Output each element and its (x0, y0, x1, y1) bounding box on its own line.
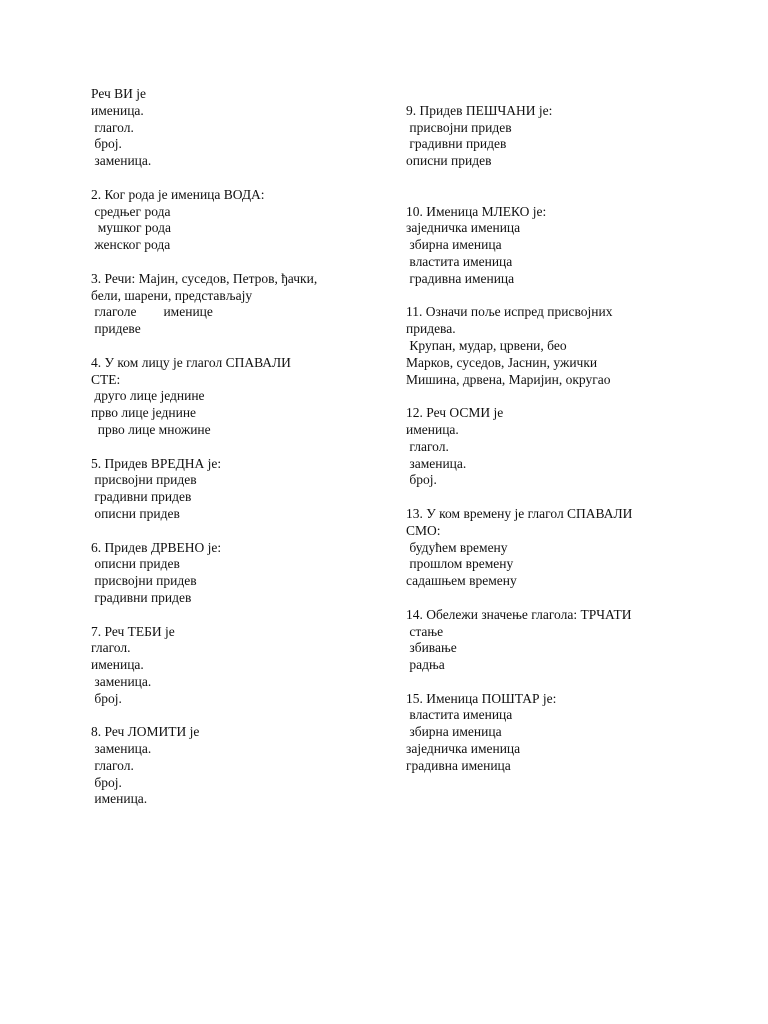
question-12-option-2[interactable]: глагол. (406, 438, 449, 454)
question-13-option-1[interactable]: будућем времену (406, 539, 508, 555)
question-8-text: 8. Реч ЛОМИТИ је (91, 724, 200, 740)
question-14-text: 14. Обележи значење глагола: ТРЧАТИ (406, 606, 632, 622)
question-10 (406, 204, 696, 288)
question-7-text: 7. Реч ТЕБИ је (91, 623, 175, 639)
question-13-option-3[interactable]: садашњем времену (406, 573, 517, 589)
question-8-option-4[interactable]: именица. (91, 791, 148, 807)
question-9 (406, 86, 696, 187)
question-7-option-3[interactable]: заменица. (91, 673, 152, 689)
question-4-text-line-2: СТЕ: (91, 371, 121, 387)
question-9-option-1[interactable]: присвојни придев (406, 119, 512, 135)
question-13 (406, 506, 696, 590)
question-9-option-3[interactable]: описни придев (406, 153, 492, 169)
question-2-option-1[interactable]: средњег рода (91, 203, 171, 219)
question-11-text-line-1: 11. Означи поље испред присвојних (406, 304, 613, 320)
question-12-text: 12. Реч ОСМИ је (406, 405, 504, 421)
question-15-option-1[interactable]: властита именица (406, 707, 513, 723)
question-5-option-1[interactable]: присвојни придев (91, 472, 197, 488)
question-5-option-3[interactable]: описни придев (91, 505, 180, 521)
question-4 (91, 355, 391, 439)
question-15-option-3[interactable]: заједничка именица (406, 741, 521, 757)
question-8-option-3[interactable]: број. (91, 774, 122, 790)
question-11-words-row-3[interactable]: Мишина, дрвена, Маријин, округао (406, 371, 611, 387)
question-10-option-3[interactable]: властита именица (406, 253, 513, 269)
question-2 (91, 187, 391, 254)
question-7 (91, 624, 391, 708)
question-7-option-2[interactable]: именица. (91, 657, 144, 673)
question-4-option-3[interactable]: прво лице множине (91, 421, 211, 437)
question-10-option-1[interactable]: заједничка именица (406, 220, 521, 236)
question-2-option-3[interactable]: женског рода (91, 237, 171, 253)
question-6 (91, 540, 391, 607)
question-14 (406, 607, 696, 674)
right-column (406, 86, 696, 791)
question-10-option-4[interactable]: градивна именица (406, 270, 515, 286)
question-9-blank-top (406, 86, 696, 103)
question-9-option-2[interactable]: градивни придев (406, 136, 507, 152)
question-11-text-line-2: придева. (406, 321, 456, 337)
question-6-option-2[interactable]: присвојни придев (91, 573, 197, 589)
question-9-text: 9. Придев ПЕШЧАНИ је: (406, 102, 553, 118)
question-1-option-4[interactable]: заменица. (91, 153, 152, 169)
question-13-text-line-2: СМО: (406, 522, 441, 538)
question-11-words-row-1[interactable]: Крупан, мудар, црвени, бео (406, 337, 567, 353)
question-12-option-4[interactable]: број. (406, 472, 437, 488)
question-9-blank-bottom (406, 170, 696, 187)
question-12 (406, 405, 696, 489)
question-13-text-line-1: 13. У ком времену је глагол СПАВАЛИ (406, 505, 633, 521)
question-4-option-1[interactable]: друго лице једнине (91, 388, 205, 404)
question-1-text: Реч ВИ је (91, 86, 147, 101)
question-5-text: 5. Придев ВРЕДНА је: (91, 455, 222, 471)
question-10-text: 10. Именица МЛЕКО је: (406, 203, 547, 219)
question-12-option-3[interactable]: заменица. (406, 455, 467, 471)
question-14-option-3[interactable]: радња (406, 657, 445, 673)
question-8-option-1[interactable]: заменица. (91, 741, 152, 757)
question-3-text-line-2: бели, шарени, представљају (91, 287, 253, 303)
question-13-option-2[interactable]: прошлом времену (406, 556, 514, 572)
question-15 (406, 691, 696, 775)
question-12-option-1[interactable]: именица. (406, 421, 459, 437)
question-8 (91, 724, 391, 808)
question-4-option-2[interactable]: прво лице једнине (91, 405, 197, 421)
question-3-text-line-1: 3. Речи: Мајин, суседов, Петров, ђачки, (91, 270, 318, 286)
question-1-option-2[interactable]: глагол. (91, 119, 134, 135)
question-1-option-1[interactable]: именица. (91, 102, 144, 118)
question-3 (91, 271, 391, 338)
question-1-option-3[interactable]: број. (91, 136, 122, 152)
question-3-option-3[interactable]: придеве (91, 321, 141, 337)
left-column (91, 86, 391, 825)
question-5 (91, 456, 391, 523)
question-3-options-1-2[interactable]: глаголе именице (91, 304, 213, 320)
question-15-text: 15. Именица ПОШТАР је: (406, 690, 557, 706)
question-4-text-line-1: 4. У ком лицу је глагол СПАВАЛИ (91, 354, 291, 370)
question-15-option-4[interactable]: градивна именица (406, 757, 511, 773)
question-14-option-2[interactable]: збивање (406, 640, 457, 656)
question-14-option-1[interactable]: стање (406, 623, 444, 639)
question-15-option-2[interactable]: збирна именица (406, 724, 502, 740)
question-6-text: 6. Придев ДРВЕНО је: (91, 539, 222, 555)
question-8-option-2[interactable]: глагол. (91, 757, 134, 773)
question-10-option-2[interactable]: збирна именица (406, 237, 502, 253)
question-5-option-2[interactable]: градивни придев (91, 489, 192, 505)
question-2-option-2[interactable]: мушког рода (91, 220, 171, 236)
question-7-option-1[interactable]: глагол. (91, 640, 131, 656)
question-11-words-row-2[interactable]: Марков, суседов, Јаснин, ужички (406, 354, 598, 370)
question-6-option-1[interactable]: описни придев (91, 556, 180, 572)
question-2-text: 2. Ког рода је именица ВОДА: (91, 186, 265, 202)
question-6-option-3[interactable]: градивни придев (91, 589, 192, 605)
question-7-option-4[interactable]: број. (91, 690, 122, 706)
question-11 (406, 304, 696, 388)
question-1 (91, 86, 391, 170)
